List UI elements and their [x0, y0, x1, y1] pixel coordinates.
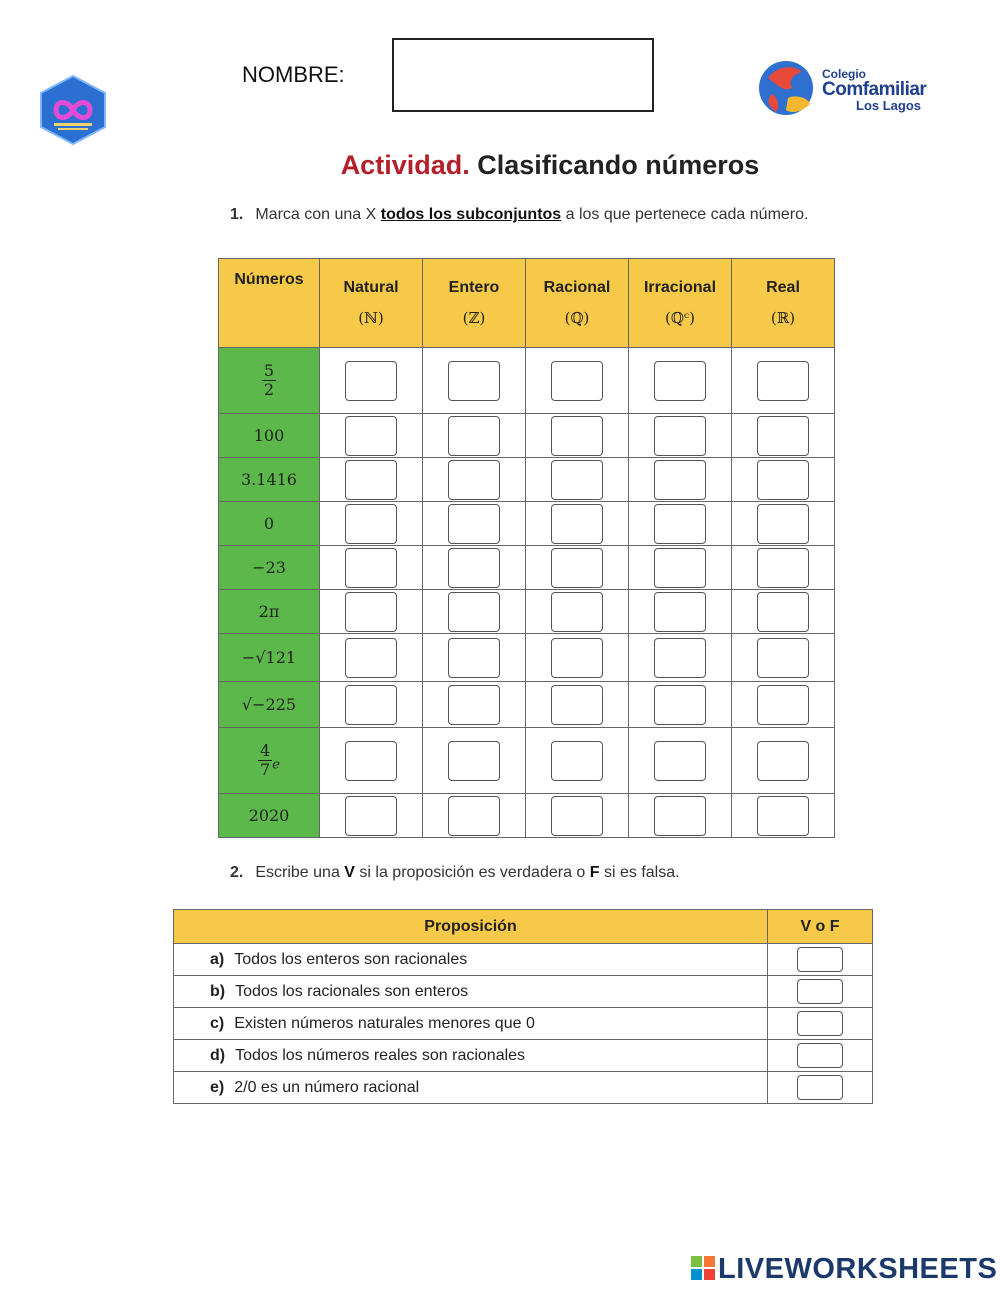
col-header-numeros: Números [219, 259, 320, 348]
cell-entero [423, 348, 526, 414]
cell-real [732, 458, 835, 502]
table-row [219, 458, 835, 502]
answer-box-entero[interactable] [448, 361, 500, 401]
answer-box-real[interactable] [757, 361, 809, 401]
proposition-cell [174, 976, 768, 1008]
exponent: e [272, 757, 281, 773]
school-name-line1: Colegio [822, 67, 866, 81]
answer-box-entero[interactable] [448, 504, 500, 544]
cell-natural [320, 634, 423, 682]
classification-table [218, 258, 835, 838]
col-header-vof: V o F [768, 910, 873, 944]
answer-box-natural[interactable] [345, 741, 397, 781]
number-value: √−225 [241, 695, 297, 714]
proposition-letter: b) [210, 982, 226, 1000]
answer-box-racional[interactable] [551, 416, 603, 456]
table-row [219, 682, 835, 728]
page-title [0, 150, 1000, 181]
answer-box-racional[interactable] [551, 504, 603, 544]
cell-natural [320, 682, 423, 728]
cell-natural [320, 794, 423, 838]
school-name-line3: Los Lagos [856, 98, 922, 113]
number-value: 100 [253, 426, 285, 445]
answer-box-natural[interactable] [345, 592, 397, 632]
title-activity: Actividad. [340, 150, 470, 180]
cell-irracional [629, 682, 732, 728]
cell-irracional [629, 590, 732, 634]
globe-icon [758, 58, 818, 118]
number-cell [219, 794, 320, 838]
col-header-proposicion: Proposición [174, 910, 768, 944]
answer-box-real[interactable] [757, 638, 809, 678]
numerator: 5 [263, 361, 275, 381]
answer-box-entero[interactable] [448, 796, 500, 836]
brand-text: LIVEWORKSHEETS [718, 1253, 998, 1285]
number-value: 2π [258, 602, 280, 621]
number-value: −√121 [241, 648, 297, 667]
answer-box-real[interactable] [757, 504, 809, 544]
cell-real [732, 590, 835, 634]
cell-racional [526, 458, 629, 502]
answer-box-natural[interactable] [345, 638, 397, 678]
proposition-letter: c) [210, 1014, 225, 1032]
answer-box-natural[interactable] [345, 416, 397, 456]
cell-entero [423, 728, 526, 794]
answer-box-entero[interactable] [448, 741, 500, 781]
vof-input[interactable] [797, 1043, 843, 1068]
question-1-instruction [230, 206, 808, 224]
answer-box-racional[interactable] [551, 796, 603, 836]
proposition-cell [174, 1008, 768, 1040]
cell-racional [526, 634, 629, 682]
answer-box-natural[interactable] [345, 796, 397, 836]
cell-racional [526, 502, 629, 546]
instruction-text: si la proposición es verdadera o [354, 864, 590, 881]
table-row [174, 944, 873, 976]
col-header-racional: Racional (ℚ) [526, 259, 629, 348]
cell-racional [526, 728, 629, 794]
proposition-cell [174, 1072, 768, 1104]
vof-input[interactable] [797, 1011, 843, 1036]
number-cell [219, 414, 320, 458]
instruction-emphasis: F [589, 864, 600, 881]
number-value: 3.1416 [241, 470, 297, 489]
instruction-emphasis: todos los subconjuntos [380, 206, 562, 223]
col-header-irracional: Irracional (ℚᶜ) [629, 259, 732, 348]
answer-box-real[interactable] [757, 685, 809, 725]
cell-irracional [629, 458, 732, 502]
answer-box-irracional[interactable] [654, 638, 706, 678]
cell-racional [526, 546, 629, 590]
col-header-real: Real (ℝ) [732, 259, 835, 348]
number-cell [219, 502, 320, 546]
cell-irracional [629, 348, 732, 414]
instruction-emphasis: V [344, 864, 355, 881]
cell-real [732, 414, 835, 458]
fraction [258, 742, 272, 778]
cell-irracional [629, 728, 732, 794]
cell-entero [423, 590, 526, 634]
cell-natural [320, 728, 423, 794]
table-row [219, 414, 835, 458]
table-row [219, 502, 835, 546]
cell-natural [320, 546, 423, 590]
liveworksheets-brand [690, 1253, 997, 1286]
cell-entero [423, 634, 526, 682]
cell-real [732, 348, 835, 414]
question-2-instruction [230, 864, 680, 882]
cell-real [732, 502, 835, 546]
proposition-letter: d) [210, 1046, 226, 1064]
cell-irracional [629, 414, 732, 458]
answer-box-real[interactable] [757, 548, 809, 588]
answer-box-racional[interactable] [551, 592, 603, 632]
answer-box-irracional[interactable] [654, 741, 706, 781]
answer-box-racional[interactable] [551, 685, 603, 725]
number-value: −23 [252, 558, 286, 577]
answer-box-natural[interactable] [345, 361, 397, 401]
answer-box-real[interactable] [757, 741, 809, 781]
cell-real [732, 794, 835, 838]
answer-box-racional[interactable] [551, 638, 603, 678]
proposition-letter: a) [210, 950, 225, 968]
cell-irracional [629, 634, 732, 682]
proposition-text: Existen números naturales menores que 0 [234, 1014, 535, 1032]
number-value: 2020 [248, 806, 290, 825]
title-topic: Clasificando números [477, 150, 760, 180]
cell-entero [423, 458, 526, 502]
table-header-row [174, 910, 873, 944]
answer-box-real[interactable] [757, 460, 809, 500]
answer-box-natural[interactable] [345, 504, 397, 544]
answer-box-natural[interactable] [345, 460, 397, 500]
cell-irracional [629, 794, 732, 838]
vof-cell [768, 1008, 873, 1040]
cell-irracional [629, 546, 732, 590]
cell-natural [320, 590, 423, 634]
answer-box-irracional[interactable] [654, 548, 706, 588]
denominator: 2 [263, 379, 275, 399]
number-cell [219, 546, 320, 590]
answer-box-racional[interactable] [551, 361, 603, 401]
denominator: 7 [259, 759, 271, 779]
answer-box-racional[interactable] [551, 741, 603, 781]
instruction-text: Escribe una [255, 864, 345, 881]
answer-box-entero[interactable] [448, 548, 500, 588]
table-row [219, 546, 835, 590]
answer-box-natural[interactable] [345, 685, 397, 725]
table-row [174, 976, 873, 1008]
numerator: 4 [259, 741, 271, 761]
cell-real [732, 634, 835, 682]
proposition-text: 2/0 es un número racional [234, 1078, 420, 1096]
col-header-natural: Natural (ℕ) [320, 259, 423, 348]
number-value: 0 [263, 514, 275, 533]
answer-box-irracional[interactable] [654, 796, 706, 836]
cell-irracional [629, 502, 732, 546]
instruction-text: Marca con una X [255, 206, 381, 223]
number-cell [219, 728, 320, 794]
table-row [219, 634, 835, 682]
vof-input[interactable] [797, 1075, 843, 1100]
answer-box-irracional[interactable] [654, 592, 706, 632]
table-header-row [219, 259, 835, 348]
question-number: 1. [230, 206, 244, 223]
answer-box-irracional[interactable] [654, 685, 706, 725]
vof-input[interactable] [797, 947, 843, 972]
table-row [174, 1008, 873, 1040]
table-row [219, 590, 835, 634]
cell-racional [526, 414, 629, 458]
answer-box-irracional[interactable] [654, 504, 706, 544]
answer-box-entero[interactable] [448, 460, 500, 500]
vof-cell [768, 1040, 873, 1072]
cell-real [732, 546, 835, 590]
school-logo [758, 58, 938, 118]
cell-entero [423, 794, 526, 838]
table-row [174, 1072, 873, 1104]
cell-entero [423, 546, 526, 590]
proposition-text: Todos los racionales son enteros [235, 982, 469, 1000]
number-cell [219, 590, 320, 634]
col-header-entero: Entero (ℤ) [423, 259, 526, 348]
table-row [219, 348, 835, 414]
number-cell [219, 458, 320, 502]
number-cell [219, 634, 320, 682]
answer-box-entero[interactable] [448, 416, 500, 456]
answer-box-entero[interactable] [448, 685, 500, 725]
cell-entero [423, 414, 526, 458]
answer-box-real[interactable] [757, 592, 809, 632]
cell-natural [320, 458, 423, 502]
answer-box-irracional[interactable] [654, 361, 706, 401]
cell-real [732, 728, 835, 794]
proposition-cell [174, 1040, 768, 1072]
true-false-table [173, 909, 873, 1104]
instruction-text: si es falsa. [599, 864, 680, 881]
answer-box-irracional[interactable] [654, 416, 706, 456]
infinity-logo-icon [38, 74, 108, 146]
proposition-text: Todos los enteros son racionales [234, 950, 468, 968]
proposition-text: Todos los números reales son racionales [235, 1046, 526, 1064]
proposition-letter: e) [210, 1078, 225, 1096]
cell-entero [423, 502, 526, 546]
answer-box-entero[interactable] [448, 592, 500, 632]
answer-box-irracional[interactable] [654, 460, 706, 500]
instruction-text: a los que pertenece cada número. [561, 206, 809, 223]
cell-racional [526, 590, 629, 634]
answer-box-real[interactable] [757, 796, 809, 836]
vof-cell [768, 944, 873, 976]
proposition-cell [174, 944, 768, 976]
answer-box-racional[interactable] [551, 548, 603, 588]
number-cell [219, 348, 320, 414]
cell-entero [423, 682, 526, 728]
vof-input[interactable] [797, 979, 843, 1004]
cell-real [732, 682, 835, 728]
cell-natural [320, 502, 423, 546]
school-name-line2: Comfamiliar [822, 79, 927, 100]
nombre-label: NOMBRE: [242, 62, 345, 87]
fraction [262, 362, 276, 398]
answer-box-natural[interactable] [345, 548, 397, 588]
answer-box-entero[interactable] [448, 638, 500, 678]
cell-natural [320, 414, 423, 458]
cell-racional [526, 348, 629, 414]
question-number: 2. [230, 864, 244, 881]
table-row [219, 728, 835, 794]
table-row [219, 794, 835, 838]
table-row [174, 1040, 873, 1072]
vof-cell [768, 1072, 873, 1104]
number-cell [219, 682, 320, 728]
answer-box-real[interactable] [757, 416, 809, 456]
vof-cell [768, 976, 873, 1008]
cell-natural [320, 348, 423, 414]
nombre-input[interactable] [392, 38, 654, 112]
answer-box-racional[interactable] [551, 460, 603, 500]
liveworksheets-logo-icon [690, 1255, 716, 1281]
cell-racional [526, 682, 629, 728]
cell-racional [526, 794, 629, 838]
